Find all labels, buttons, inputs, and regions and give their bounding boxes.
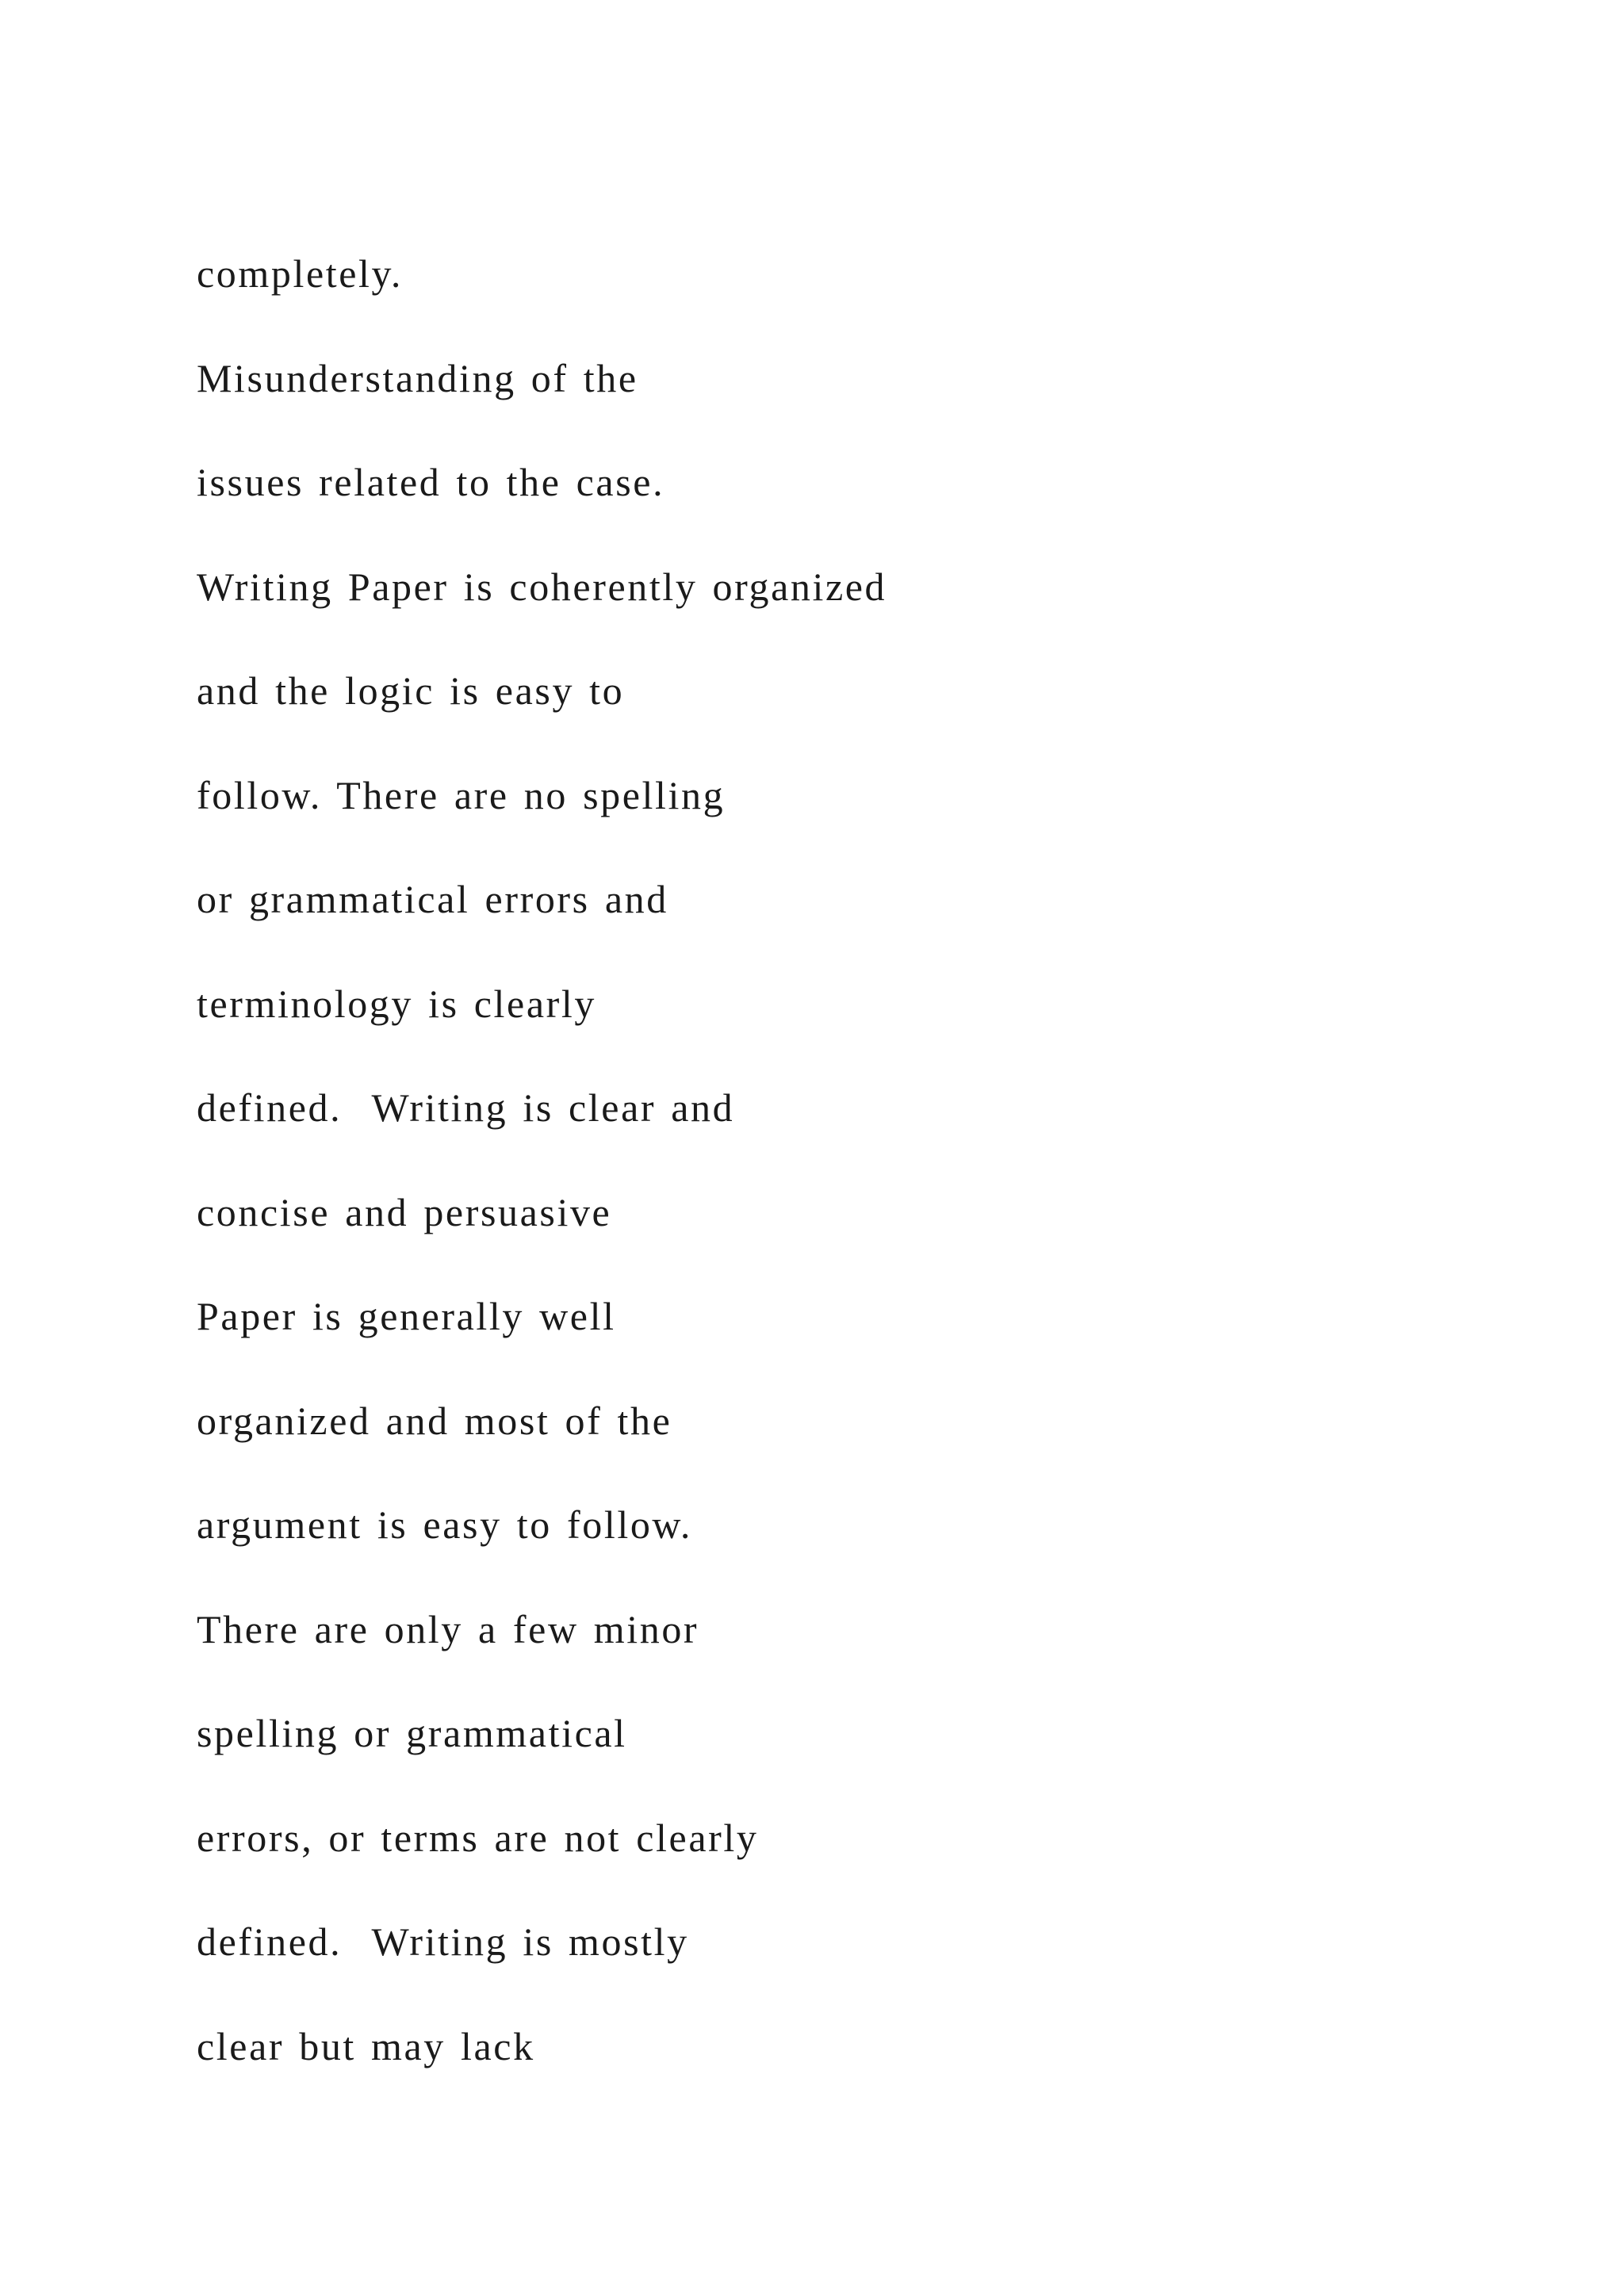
text-line: or grammatical errors and [197,877,668,921]
text-line: completely. [197,251,403,296]
text-line: spelling or grammatical [197,1711,627,1755]
text-line: terminology is clearly [197,981,596,1026]
text-line: organized and most of the [197,1398,672,1443]
text-line: defined. Writing is mostly [197,1919,689,1964]
text-line: Paper is generally well [197,1294,616,1338]
text-line: clear but may lack [197,2023,535,2068]
text-line: follow. There are no spelling [197,772,726,817]
text-line: Misunderstanding of the [197,355,638,400]
text-line: concise and persuasive [197,1189,612,1234]
body-text [197,238,1465,2114]
text-line: There are only a few minor [197,1606,699,1651]
text-line: errors, or terms are not clearly [197,1815,759,1860]
text-line: defined. Writing is clear and [197,1085,735,1130]
text-line: argument is easy to follow. [197,1502,692,1547]
text-line: Writing Paper is coherently organized [197,564,887,609]
text-line: issues related to the case. [197,460,665,504]
text-line: and the logic is easy to [197,668,625,713]
